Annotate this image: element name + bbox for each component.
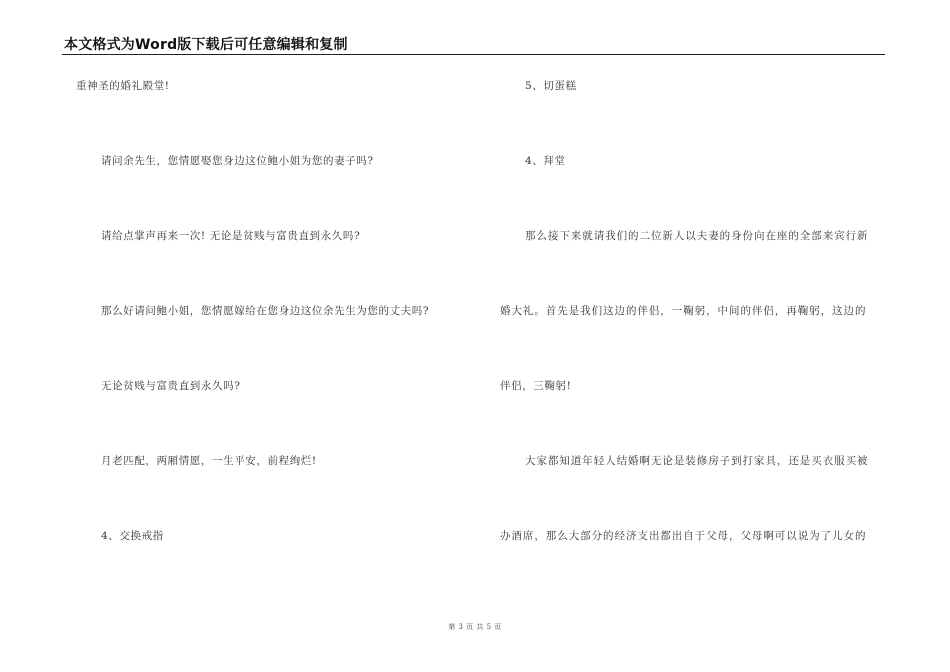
section-heading: 5、切蛋糕 — [525, 80, 577, 92]
section-heading: 4、交换戒指 — [101, 530, 164, 542]
paragraph-line: 那么好请问鲍小姐，您情愿嫁给在您身边这位余先生为您的丈夫吗? — [101, 305, 430, 317]
header-rule — [62, 54, 885, 55]
paragraph-line: 伴侣，三鞠躬! — [500, 380, 572, 392]
paragraph-line: 重神圣的婚礼殿堂! — [76, 80, 170, 92]
paragraph-line: 大家都知道年轻人结婚啊无论是装修房子到打家具，还是买衣服买被 — [525, 455, 869, 467]
paragraph-line: 请给点掌声再来一次! 无论是贫贱与富贵直到永久吗? — [101, 230, 361, 242]
paragraph-line: 那么接下来就请我们的二位新人以夫妻的身份向在座的全部来宾行新 — [525, 230, 869, 242]
paragraph-line: 办酒席，那么大部分的经济支出都出自于父母，父母啊可以说为了儿女的 — [500, 530, 867, 542]
paragraph-line: 月老匹配，两厢情愿，一生平安，前程绚烂! — [101, 455, 317, 467]
header-title: 本文格式为Word版下载后可任意编辑和复制 — [64, 37, 348, 53]
paragraph-line: 请问余先生，您情愿娶您身边这位鲍小姐为您的妻子吗? — [101, 155, 374, 167]
paragraph-line: 无论贫贱与富贵直到永久吗? — [101, 380, 241, 392]
page-indicator: 第 3 页 共 5 页 — [448, 623, 502, 631]
section-heading: 4、拜堂 — [525, 155, 566, 167]
paragraph-line: 婚大礼。首先是我们这边的伴侣，一鞠躬，中间的伴侣，再鞠躬，这边的 — [500, 305, 867, 317]
